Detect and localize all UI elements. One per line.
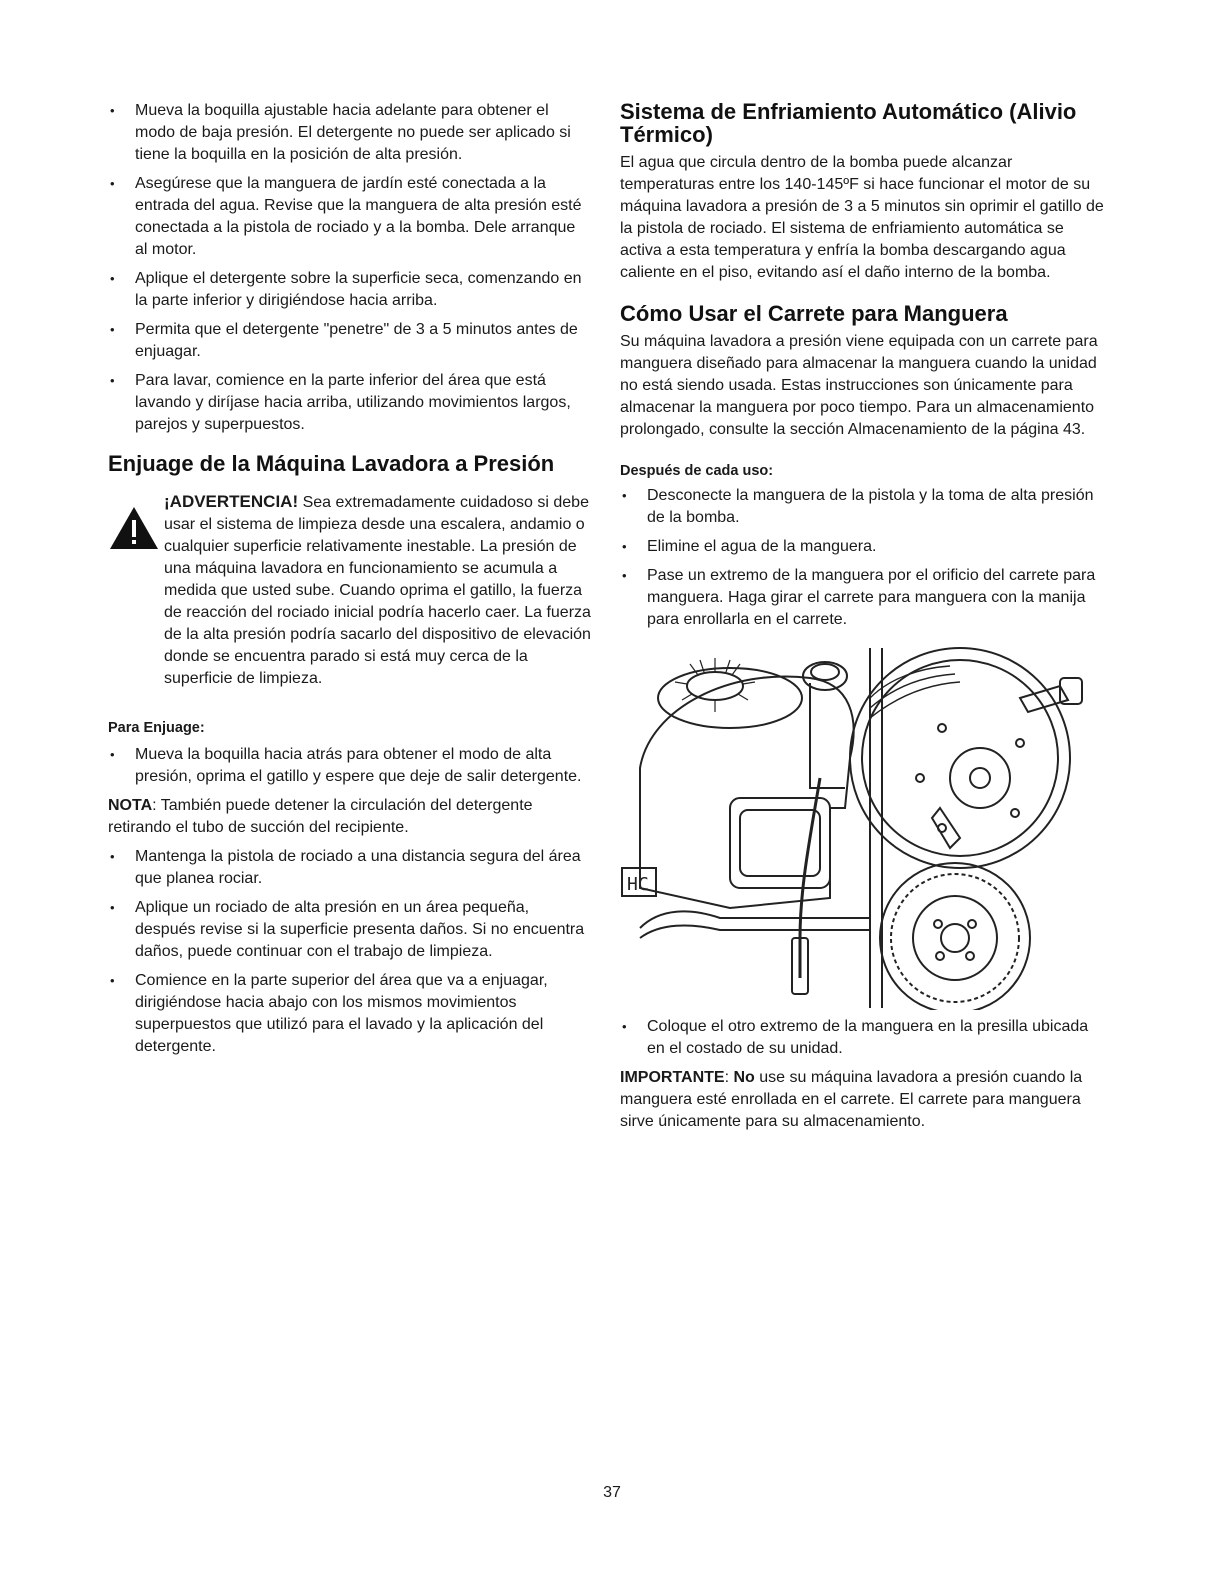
- warning-block: [108, 491, 592, 690]
- cooling-heading: Sistema de Enfriamiento Automático (Alivio Térmico): [620, 99, 1077, 147]
- list-item: • Aplique el detergente sobre la superficie seca, comenzando en la parte inferior y dirigiéndose hacia arriba.: [108, 268, 592, 312]
- important-label: IMPORTANTE: [620, 1069, 725, 1086]
- important-text: use su máquina lavadora a presión cuando la manguera esté enrollada en el carrete. El carrete para manguera sirve únicamente para su almacenamiento.: [620, 1069, 1083, 1130]
- rinse-steps-list: [108, 744, 592, 788]
- wheel-hub: [941, 924, 969, 952]
- warning-title: ¡ADVERTENCIA!: [164, 492, 299, 511]
- engine-body-shape: [640, 676, 854, 908]
- hose-reel-illustration: [620, 638, 1090, 1010]
- important-no: No: [733, 1069, 755, 1086]
- list-item: • Coloque el otro extremo de la manguera en la presilla ubicada en el costado de su unidad.: [620, 1016, 1106, 1060]
- left-column: [108, 100, 592, 1065]
- list-item: • Mueva la boquilla ajustable hacia adelante para obtener el modo de baja presión. El detergente no puede ser aplicado si tiene la boquilla en la posición de alta presión.: [108, 100, 592, 166]
- list-item: • Aplique un rociado de alta presión en un área pequeña, después revise si la superficie presenta daños. Si no encuentra daños, puede continuar con el trabajo de limpieza.: [108, 897, 592, 963]
- after-use-list: [620, 485, 1106, 631]
- engine-label: HC: [627, 874, 649, 895]
- cooling-paragraph: El agua que circula dentro de la bomba puede alcanzar temperaturas entre los 140-145ºF si hace funcionar el motor de su máquina lavadora a presión de 3 a 5 minutos sin oprimir el gatillo de la pistola de rociado. El sistema de enfriamiento automática se activa a esta temperatura y enfría la bomba descargando agua caliente en el piso, evitando así el daño interno de la bomba.: [620, 154, 1104, 281]
- list-item: • Pase un extremo de la manguera por el orificio del carrete para manguera. Haga girar el carrete para manguera con la manija para enrollarla en el carrete.: [620, 565, 1106, 631]
- note-label: NOTA: [108, 797, 153, 814]
- frame-upright: [810, 683, 845, 788]
- rinse-steps-list-2: [108, 846, 592, 1058]
- right-column: [620, 100, 1106, 1133]
- wheel-tire: [880, 863, 1030, 1010]
- wheel-tread: [891, 874, 1019, 1002]
- list-item: • Elimine el agua de la manguera.: [620, 536, 1106, 558]
- reel-heading: Cómo Usar el Carrete para Manguera: [620, 301, 1008, 326]
- hose-reel-rim: [862, 660, 1058, 856]
- list-item: • Permita que el detergente "penetre" de 3 a 5 minutos antes de enjuagar.: [108, 319, 592, 363]
- list-item: • Asegúrese que la manguera de jardín esté conectada a la entrada del agua. Revise que la manguera de alta presión esté conectada a la pistola de rociado y a la bomba. Dele arranque al motor.: [108, 173, 592, 261]
- list-item: • Desconecte la manguera de la pistola y la toma de alta presión de la bomba.: [620, 485, 1106, 529]
- fuel-cap-top: [811, 664, 839, 680]
- reel-paragraph: Su máquina lavadora a presión viene equipada con un carrete para manguera diseñado para almacenar la manguera cuando la unidad no está siendo usada. Estas instrucciones son únicamente para almacenar la manguera por poco tiempo. Para un almacenamiento prolongado, consulte la sección Almacenamiento de la página 43.: [620, 333, 1098, 438]
- hose-reel-hub: [950, 748, 1010, 808]
- recoil-starter-center: [687, 672, 743, 700]
- wheel-rim: [913, 896, 997, 980]
- after-use-subheading: Después de cada uso:: [620, 463, 774, 479]
- final-steps-list: [620, 1016, 1106, 1060]
- hose-reel-hub-center: [970, 768, 990, 788]
- wash-steps-list: [108, 100, 592, 436]
- list-item: • Mantenga la pistola de rociado a una distancia segura del área que planea rociar.: [108, 846, 592, 890]
- important-paragraph: IMPORTANTE: No use su máquina lavadora a presión cuando la manguera esté enrollada en el carrete. El carrete para manguera sirve únicamente para su almacenamiento.: [620, 1069, 1083, 1130]
- list-item: • Para lavar, comience en la parte inferior del área que está lavando y diríjase hacia arriba, utilizando movimientos largos, parejos y superpuestos.: [108, 370, 592, 436]
- rinse-subheading: Para Enjuage:: [108, 720, 205, 736]
- list-item: • Mueva la boquilla hacia atrás para obtener el modo de alta presión, oprima el gatillo y espere que deje de salir detergente.: [108, 744, 592, 788]
- note-text: : También puede detener la circulación del detergente retirando el tubo de succión del recipiente.: [108, 797, 533, 836]
- warning-triangle-icon: [108, 505, 160, 551]
- note-paragraph: [108, 795, 592, 839]
- warning-text: Sea extremadamente cuidadoso si debe usar el sistema de limpieza desde una escalera, andamio o cualquier superficie relativamente inestable. La presión de una máquina lavadora en funcionamiento se acumula a medida que usted sube. Cuando oprima el gatillo, la fuerza de reacción del rociado inicial podría hacerlo caer. La fuerza de la alta presión podría sacarlo del dispositivo de elevación donde se encuentra parado si está muy cerca de la superficie de limpieza.: [164, 494, 591, 687]
- frame-base-inner: [640, 925, 870, 938]
- page-number: 37: [603, 1484, 621, 1501]
- hanging-hose: [800, 778, 820, 978]
- list-item: • Comience en la parte superior del área que va a enjuagar, dirigiéndose hacia abajo con los mismos movimientos superpuestos que utilizó para el lavado y la aplicación del detergente.: [108, 970, 592, 1058]
- rinse-heading: Enjuage de la Máquina Lavadora a Presión: [108, 451, 555, 476]
- warning-paragraph: [164, 491, 592, 690]
